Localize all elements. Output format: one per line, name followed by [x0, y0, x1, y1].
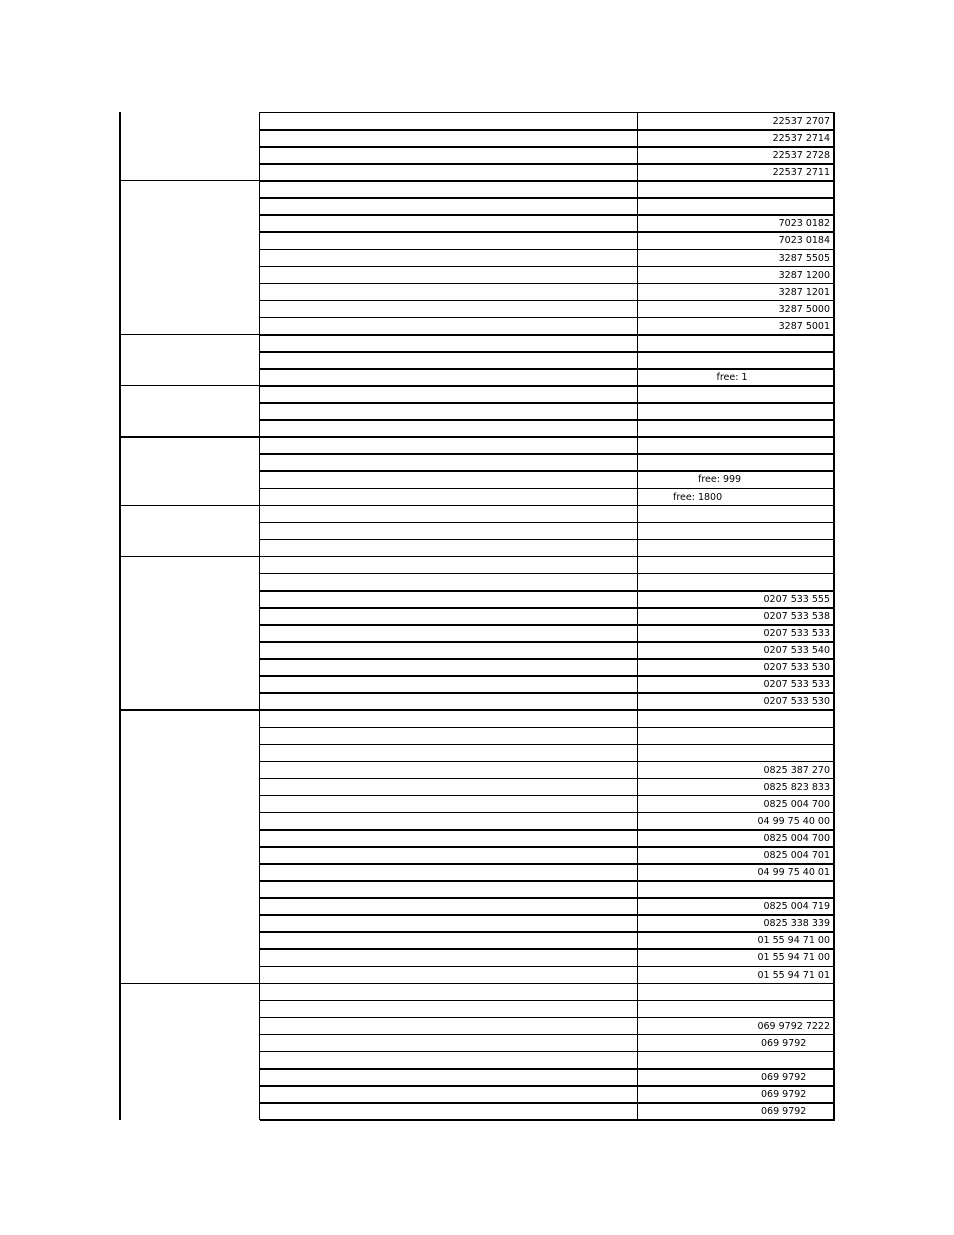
row-divider: [260, 488, 835, 490]
table-row-number: 7023 0184: [778, 235, 830, 247]
table-row-number: [638, 454, 830, 471]
column-divider: [637, 112, 638, 1120]
row-divider: [260, 470, 835, 472]
table-row-number: [638, 181, 830, 198]
table-row-number: 0207 533 540: [763, 645, 830, 657]
table-row-number: [638, 540, 830, 557]
table-row-number: 0207 533 530: [763, 696, 830, 708]
table-row-number: 3287 1201: [778, 286, 830, 298]
table-row-number: 01 55 94 71 00: [757, 952, 830, 964]
row-divider: [260, 1085, 835, 1087]
table-row-number: 0207 533 555: [763, 593, 830, 605]
table-row-number: [638, 881, 830, 898]
table-row-number: [638, 523, 830, 540]
table-row-number: 3287 5000: [778, 303, 830, 315]
row-divider: [260, 1068, 835, 1070]
table-row-number: 22537 2714: [772, 133, 830, 145]
row-divider: [260, 1034, 835, 1036]
table-row-number: 7023 0182: [778, 218, 830, 230]
table-row-number: 22537 2707: [772, 116, 830, 127]
table-row-number: 0207 533 533: [763, 679, 830, 691]
table-row-number: 0825 387 270: [763, 764, 830, 776]
table-row-number: 04 99 75 40 00: [757, 815, 830, 827]
table-row-number: [638, 335, 830, 352]
table-row-number: 069 9792 7222: [757, 1020, 830, 1032]
table-row-number: [638, 745, 830, 762]
right-border: [833, 112, 835, 1120]
table-row-number: [638, 198, 830, 215]
table-row-number: 0825 004 700: [763, 832, 830, 844]
table-row-number: free: 999: [698, 474, 742, 486]
table-row-number: 069 9792: [761, 1071, 807, 1083]
table-row-number: 3287 1200: [778, 269, 830, 281]
table-row-number: 0825 004 719: [763, 901, 830, 913]
column-divider: [259, 112, 260, 1120]
table-bottom-border: [260, 1119, 835, 1121]
table-row-number: 0207 533 538: [763, 611, 830, 623]
table-row-number: 3287 5505: [778, 252, 830, 264]
table-row-number: 22537 2711: [772, 167, 830, 179]
table-row-number: 069 9792: [761, 1037, 807, 1049]
table-row-number: [638, 506, 830, 523]
table-row-number: free: 1800: [673, 491, 723, 503]
table-row-number: [638, 386, 830, 403]
table-row-number: free: 1: [716, 372, 748, 384]
table-row-number: [638, 574, 830, 591]
table-row-number: [638, 557, 830, 574]
table-row-number: 22537 2728: [772, 150, 830, 162]
table-row-number: [638, 352, 830, 369]
table-row-number: 069 9792: [761, 1088, 807, 1100]
table-row-number: 0207 533 530: [763, 662, 830, 674]
table-row-number: [638, 420, 830, 437]
table-row-number: [638, 984, 830, 1001]
table-row-number: 3287 5001: [778, 320, 830, 332]
table-row-number: 01 55 94 71 00: [757, 935, 830, 947]
table-row-number: 01 55 94 71 01: [757, 969, 830, 981]
table-row-number: [638, 437, 830, 454]
table-row-number: 04 99 75 40 01: [757, 867, 830, 879]
table-row-number: 0825 823 833: [763, 781, 830, 793]
left-border: [119, 112, 121, 1120]
table-row-number: 0825 004 701: [763, 850, 830, 861]
table-row-number: [638, 403, 830, 420]
table-row-number: [638, 710, 830, 727]
row-divider: [260, 1102, 835, 1104]
table-row-number: [638, 1001, 830, 1018]
table-row-number: 069 9792: [761, 1106, 807, 1118]
table-row-number: 0825 338 339: [763, 918, 830, 930]
table-row-number: 0825 004 700: [763, 798, 830, 810]
table-row-number: [638, 728, 830, 745]
table-row-number: 0207 533 533: [763, 628, 830, 640]
table-row-number: [638, 1052, 830, 1069]
